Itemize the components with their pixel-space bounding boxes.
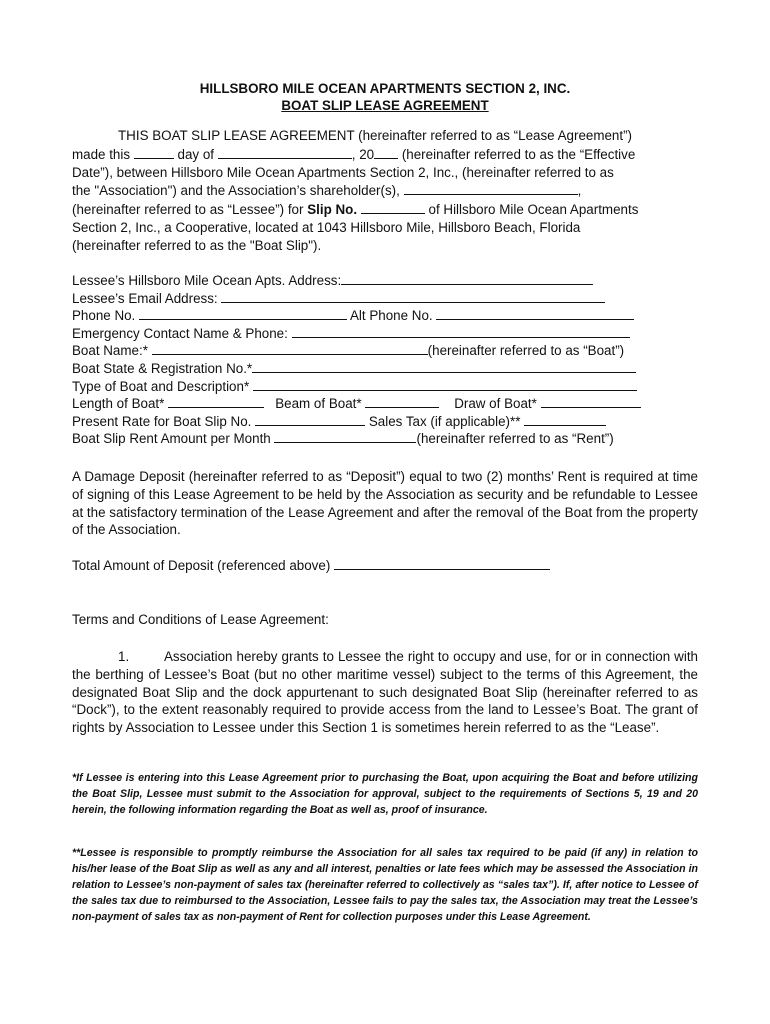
- email-field[interactable]: [221, 290, 605, 303]
- intro-line-1: THIS BOAT SLIP LEASE AGREEMENT (hereinafter referred to as “Lease Agreement”): [118, 128, 633, 143]
- lessee-info-fields: [72, 272, 698, 448]
- rent-amount-field[interactable]: [274, 430, 416, 443]
- footnote-single-asterisk: *If Lessee is entering into this Lease Agreement prior to purchasing the Boat, upon acquiring the Boat and before utilizing the Boat Slip, Lessee must submit to the Association for approval, subject to the requirements of Sections 5, 19 and 20 herein, the following information regarding the Boat as well as, proof of insurance.: [72, 772, 698, 816]
- document-title-association: HILLSBORO MILE OCEAN APARTMENTS SECTION 2, INC.: [199, 81, 571, 96]
- total-deposit-field[interactable]: [334, 557, 550, 570]
- address-field[interactable]: [341, 272, 593, 285]
- registration-row: Boat State & Registration No.*: [72, 360, 698, 378]
- boat-type-row: Type of Boat and Description*: [72, 378, 698, 396]
- section-1-paragraph: [72, 648, 698, 737]
- document-title-agreement: BOAT SLIP LEASE AGREEMENT: [281, 98, 489, 113]
- total-deposit-row: Total Amount of Deposit (referenced above): [72, 557, 550, 574]
- registration-field[interactable]: [252, 360, 636, 373]
- length-field[interactable]: [168, 395, 264, 408]
- emergency-contact-field[interactable]: [292, 325, 630, 338]
- month-blank[interactable]: [218, 145, 352, 159]
- rent-row: Boat Slip Rent Amount per Month (hereinafter referred to as “Rent”): [72, 431, 614, 447]
- dimensions-row: Length of Boat* Beam of Boat* Draw of Boat*: [72, 395, 698, 413]
- alt-phone-field[interactable]: [436, 307, 634, 320]
- terms-heading: Terms and Conditions of Lease Agreement:: [72, 612, 329, 627]
- emergency-row: Emergency Contact Name & Phone:: [72, 325, 698, 343]
- slip-no-label: Slip No.: [307, 202, 358, 218]
- present-rate-field[interactable]: [255, 413, 365, 426]
- shareholder-blank[interactable]: [404, 181, 578, 195]
- intro-paragraph: THIS BOAT SLIP LEASE AGREEMENT (hereinafter referred to as “Lease Agreement”) made this day of , 20 (hereinafter referred to as the “Effective Date”), between Hillsboro Mile Ocean Apartments Section 2, Inc., (hereinafter referred to as the "Association") and the Association’s shareholder(s), , (hereinafter referred to as “Lessee”) for Slip No. of Hillsboro Mile Ocean Apartments Section 2, Inc., a Cooperative, located at 1043 Hillsboro Mile, Hillsboro Beach, Florida (hereinafter referred to as the "Boat Slip").: [72, 128, 639, 253]
- phone-field[interactable]: [139, 307, 347, 320]
- day-blank[interactable]: [134, 145, 174, 159]
- sales-tax-field[interactable]: [524, 413, 606, 426]
- phone-row: Phone No. Alt Phone No.: [72, 307, 698, 325]
- email-row: Lessee’s Email Address:: [72, 290, 698, 308]
- deposit-paragraph: A Damage Deposit (hereinafter referred to as “Deposit”) equal to two (2) months’ Rent is required at time of signing of this Lease Agreement to be held by the Association as security and be refundable to Lessee at the satisfactory termination of the Lease Agreement and after the removal of the Boat from the property of the Association.: [72, 469, 698, 538]
- boat-name-row: Boat Name:* (hereinafter referred to as “Boat”): [72, 343, 625, 359]
- slip-no-blank[interactable]: [361, 200, 425, 214]
- draw-field[interactable]: [541, 395, 641, 408]
- address-row: Lessee’s Hillsboro Mile Ocean Apts. Address:: [72, 272, 698, 290]
- section-1-text: Association hereby grants to Lessee the right to occupy and use, for or in connection with the berthing of Lessee’s Boat (but no other maritime vessel) subject to the terms of this Agreement, the designated Boat Slip and the dock appurtenant to such designated Boat Slip (hereinafter referred to as “Dock”), to the extent reasonably required to provide access from the land to Lessee’s Boat. The grant of rights by Association to Lessee under this Section 1 is sometimes herein referred to as the “Lease”.: [72, 649, 698, 736]
- year-blank[interactable]: [374, 145, 398, 159]
- section-1-number: 1.: [118, 649, 130, 664]
- beam-field[interactable]: [365, 395, 439, 408]
- footnote-double-asterisk: **Lessee is responsible to promptly reimburse the Association for all sales tax required to be paid (if any) in relation to his/her lease of the Boat Slip as well as any and all interest, penalties or late fees which may be assessed the Association in relation to Lessee’s non-payment of sales tax (hereinafter referred to collectively as “sales tax”). If, after notice to Lessee of the sales tax due to reimbursed to the Association, Lessee fails to pay the sales tax, the Association may treat the Lessee’s non-payment of sales tax as non-payment of Rent for collection purposes under this Lease Agreement.: [72, 847, 698, 923]
- rate-row: Present Rate for Boat Slip No. Sales Tax (if applicable)**: [72, 413, 698, 431]
- boat-name-field[interactable]: [152, 342, 428, 355]
- boat-type-field[interactable]: [253, 378, 637, 391]
